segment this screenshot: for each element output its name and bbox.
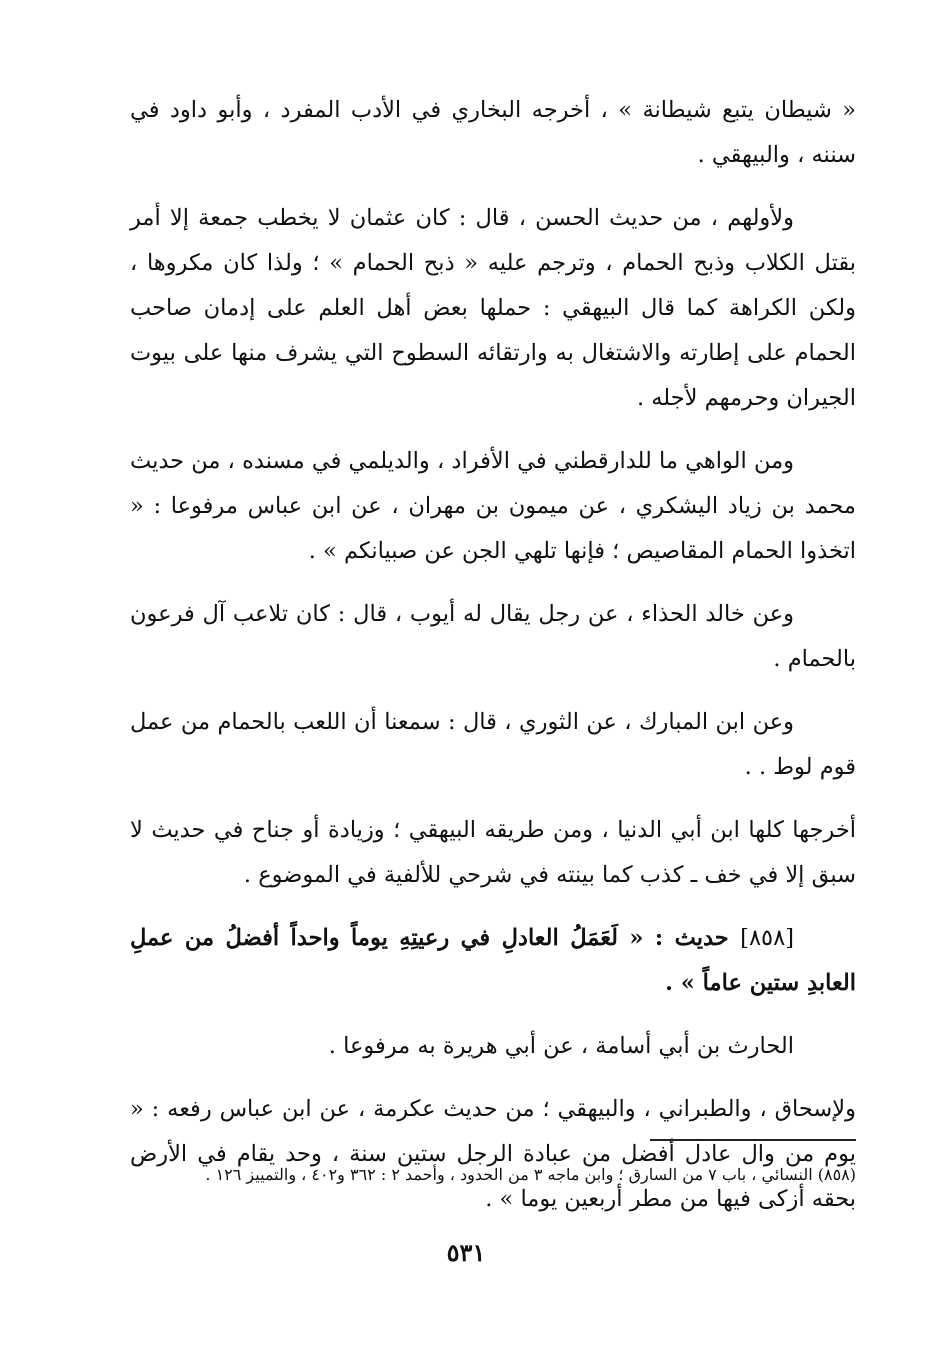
paragraph-2: ولأولهم ، من حديث الحسن ، قال : كان عثمان لا يخطب جمعة إلا أمر بقتل الكلاب وذبح الحمام ، وترجم عليه « ذبح الحمام » ؛ ولذا كان مكروها ، ولكن الكراهة كما قال البيهقي : حملها بعض أهل العلم على إدمان صاحب الحمام على إطارته والاشتغال به وارتقائه السطوح التي يشرف منها على بيوت الجيران وحرمهم لأجله .	[130, 205, 856, 411]
footnote-divider	[650, 1139, 856, 1141]
paragraph-6: أخرجها كلها ابن أبي الدنيا ، ومن طريقه البيهقي ؛ وزيادة أو جناح في حديث لا سبق إلا في خف ـ كذب كما بينته في شرحي للألفية في الموضوع .	[130, 817, 856, 888]
paragraph-3: ومن الواهي ما للدارقطني في الأفراد ، والديلمي في مسنده ، من حديث محمد بن زياد اليشكري ، عن ميمون بن مهران ، عن ابن عباس مرفوعا : « اتخذوا الحمام المقاصيص ؛ فإنها تلهي الجن عن صبيانكم » .	[130, 448, 856, 564]
page-body	[130, 88, 856, 1240]
hadith-number: [٨٥٨]	[740, 925, 794, 951]
paragraph-5: وعن ابن المبارك ، عن الثوري ، قال : سمعنا أن اللعب بالحمام من عمل قوم لوط . .	[130, 709, 856, 780]
paragraph-8: ولإسحاق ، والطبراني ، والبيهقي ؛ من حديث عكرمة ، عن ابن عباس رفعه : « يوم من وال عادل أفضل من عبادة الرجل ستين سنة ، وحد يقام في الأرض بحقه أزكى فيها من مطر أربعين يوما » .	[130, 1096, 856, 1212]
hadith-heading	[130, 916, 856, 1006]
page-number: ٥٣١	[446, 1238, 486, 1267]
paragraph-4: وعن خالد الحذاء ، عن رجل يقال له أيوب ، قال : كان تلاعب آل فرعون بالحمام .	[130, 601, 856, 672]
footnote: (٨٥٨) النسائي ، باب ٧ من السارق ؛ وابن ماجه ٣ من الحدود ، وأحمد ٢ : ٣٦٢ و٤٠٢ ، والتمييز ١٢٦ .	[205, 1165, 856, 1184]
hadith-text: حديث : « لَعَمَلُ العادلِ في رعيتِهِ يوماً واحداً أفضلُ من عملِ العابدِ ستين عاماً » .	[130, 925, 856, 996]
paragraph-7: الحارث بن أبي أسامة ، عن أبي هريرة به مرفوعا .	[328, 1033, 794, 1059]
paragraph-1: « شيطان يتبع شيطانة » ، أخرجه البخاري في الأدب المفرد ، وأبو داود في سننه ، والبيهقي .	[130, 97, 856, 168]
